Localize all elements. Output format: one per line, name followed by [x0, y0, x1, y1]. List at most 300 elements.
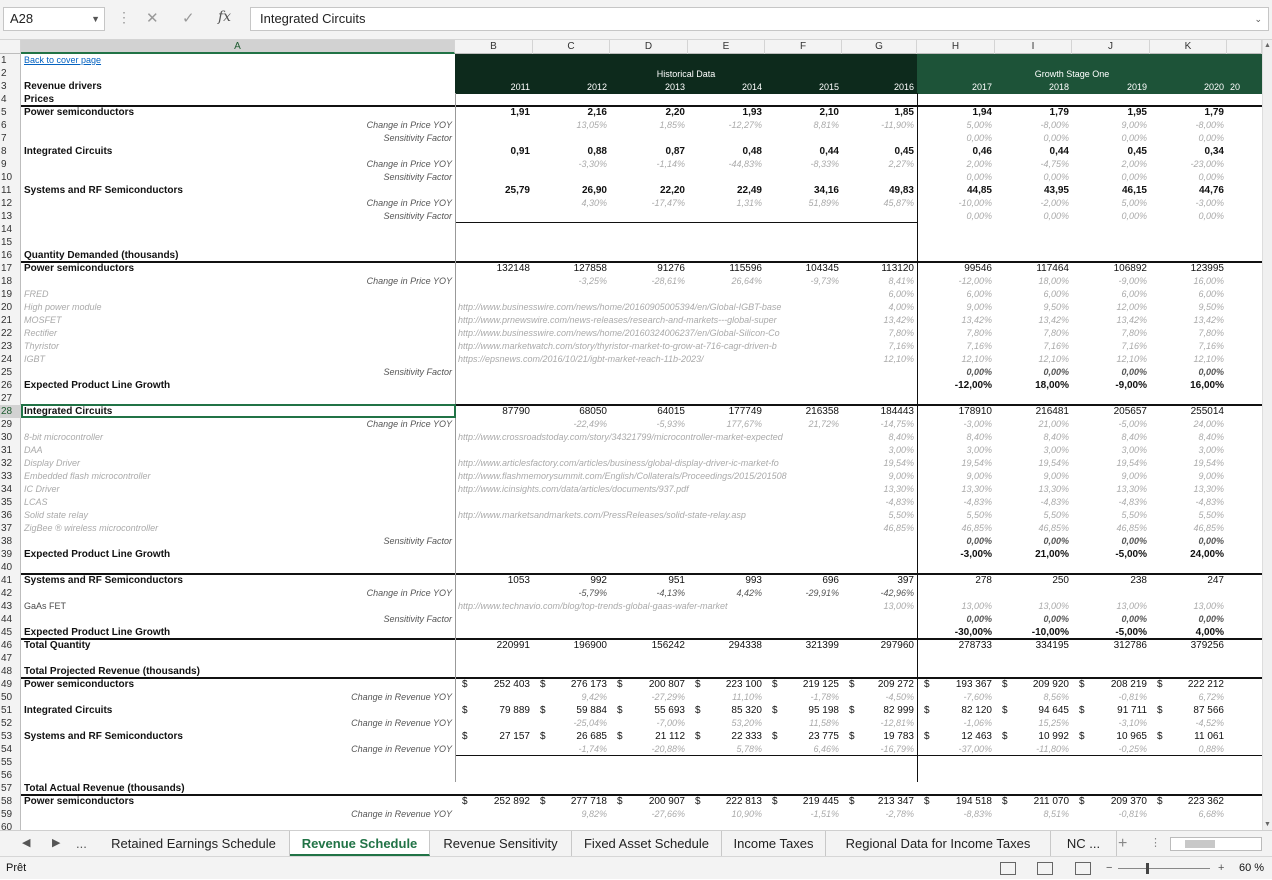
cell-value: 127858 [573, 263, 607, 274]
currency-symbol: $ [695, 705, 701, 716]
tab-prev-icon[interactable]: ◀ [22, 837, 31, 849]
cell-value: -3,10% [1118, 718, 1147, 728]
row-header-11[interactable]: 11 [1, 185, 12, 196]
row-header-38[interactable]: 38 [1, 536, 13, 547]
cell-value: 10 992 [1038, 731, 1069, 742]
row-header-36[interactable]: 36 [1, 510, 13, 521]
cell-value: 0,00% [1121, 536, 1147, 546]
cell-value: -5,00% [1115, 549, 1147, 560]
row-header-17[interactable]: 17 [1, 263, 13, 274]
cell-value: 19 783 [883, 731, 914, 742]
cell-value: 4,42% [736, 588, 762, 598]
row-header-34[interactable]: 34 [1, 484, 13, 495]
chevron-down-icon[interactable]: ▼ [91, 14, 100, 24]
cell-value: 3,00% [966, 445, 992, 455]
row-label: Sensitivity Factor [383, 172, 452, 182]
cell-value: 13,42% [1038, 315, 1069, 325]
column-header-h[interactable]: H [917, 40, 995, 54]
column-header-b[interactable]: B [455, 40, 533, 54]
column-header-e[interactable]: E [688, 40, 765, 54]
enter-check-icon[interactable]: ✓ [182, 10, 195, 27]
cell-value: 1,91 [510, 107, 530, 118]
cell-value: 312786 [1113, 640, 1147, 651]
cell-value: 11 061 [1194, 731, 1224, 742]
cell-value: 46,85% [1193, 523, 1224, 533]
row-header-10[interactable]: 10 [1, 172, 13, 183]
cell-value: -3,30% [578, 159, 607, 169]
row-header-56[interactable]: 56 [1, 770, 13, 781]
column-header-next[interactable] [1227, 40, 1262, 54]
zoom-slider[interactable] [1118, 868, 1210, 869]
row-header-29[interactable]: 29 [1, 419, 13, 430]
cell-value: 238 [1130, 575, 1147, 586]
row-header-54[interactable]: 54 [1, 744, 13, 755]
row-header-50[interactable]: 50 [1, 692, 13, 703]
row-header-25[interactable]: 25 [1, 367, 13, 378]
sheet-tab[interactable]: Revenue Schedule [290, 831, 430, 856]
cell-value: http://www.flashmemorysummit.com/English/Collaterals/Proceedings/2015/201508 [458, 471, 787, 481]
zoom-slider-thumb[interactable] [1146, 863, 1149, 874]
insert-function-icon[interactable]: fx [218, 9, 232, 25]
cell-value: 104345 [805, 263, 839, 274]
row-header-53[interactable]: 53 [1, 731, 13, 742]
cell-value: 194 518 [955, 796, 992, 807]
row-header-5[interactable]: 5 [1, 107, 7, 118]
currency-symbol: $ [540, 796, 546, 807]
cell-value: 0,00% [1198, 133, 1224, 143]
cell-value: -7,00% [656, 718, 685, 728]
column-headers [0, 40, 1262, 54]
cell-value: 1,94 [972, 107, 992, 118]
row-header-26[interactable]: 26 [1, 380, 13, 391]
zoom-level[interactable]: 60 % [1239, 862, 1265, 874]
cell-value: 16,00% [1190, 380, 1224, 391]
row-label: Revenue drivers [24, 81, 102, 92]
cell-value: 0,00% [1043, 614, 1069, 624]
cell-value: 91276 [657, 263, 685, 274]
row-header-31[interactable]: 31 [1, 445, 13, 456]
cell-value: 91 711 [1117, 705, 1147, 716]
currency-symbol: $ [849, 796, 855, 807]
row-header-46[interactable]: 46 [1, 640, 13, 651]
cell-value: -4,83% [885, 497, 914, 507]
row-label: Change in Price YOY [366, 588, 452, 598]
horizontal-scrollbar[interactable] [1170, 837, 1262, 851]
cell-value: -4,13% [656, 588, 685, 598]
row-label: Change in Price YOY [366, 159, 452, 169]
cell-value: 1,85% [659, 120, 685, 130]
cell-value: -16,79% [880, 744, 914, 754]
cell-value: 9,00% [966, 471, 992, 481]
currency-symbol: $ [1079, 796, 1085, 807]
row-header-41[interactable]: 41 [1, 575, 13, 586]
cell-value: 7,80% [1043, 328, 1069, 338]
cell-value: 49,83 [888, 185, 914, 196]
cell-value: 13,42% [883, 315, 914, 325]
cell-value: 7,80% [1121, 328, 1147, 338]
row-header-21[interactable]: 21 [1, 315, 13, 326]
row-label: LCAS [24, 497, 48, 507]
row-header-30[interactable]: 30 [1, 432, 13, 443]
cell-value: 53,20% [731, 718, 762, 728]
cell-value: 11,58% [809, 718, 839, 728]
cell-value: -44,83% [728, 159, 762, 169]
scroll-down-icon[interactable]: ▼ [1264, 821, 1271, 828]
cell-value: 9,50% [1198, 302, 1224, 312]
cell-value: 7,80% [888, 328, 914, 338]
zoom-out-icon[interactable]: − [1106, 862, 1113, 874]
row-header-8[interactable]: 8 [1, 146, 7, 157]
cell-value: 184443 [880, 406, 914, 417]
cell-value: 123995 [1190, 263, 1224, 274]
cell-value: 87790 [502, 406, 530, 417]
column-header-j[interactable]: J [1072, 40, 1150, 54]
cell-value: -25,04% [573, 718, 607, 728]
cell-value: 46,85% [1116, 523, 1147, 533]
cell-value: 252 892 [493, 796, 530, 807]
currency-symbol: $ [462, 705, 468, 716]
row-header-59[interactable]: 59 [1, 809, 13, 820]
cell-value: http://www.articlesfactory.com/articles/business/global-display-driver-ic-market-fo [458, 458, 779, 468]
row-header-19[interactable]: 19 [1, 289, 13, 300]
row-label: Integrated Circuits [24, 146, 113, 157]
cell-value: http://www.businesswire.com/news/home/20160324006237/en/Global-Silicon-Co [458, 328, 780, 338]
column-header-i[interactable]: I [995, 40, 1072, 54]
sheet-tab[interactable]: Regional Data for Income Taxes [826, 831, 1051, 856]
cell-value: 12,00% [1116, 302, 1147, 312]
cell-value: 4,30% [581, 198, 607, 208]
cell-value: 26,64% [731, 276, 762, 286]
scroll-thumb[interactable] [1185, 840, 1215, 848]
cell-value: 8,40% [1198, 432, 1224, 442]
row-header-14[interactable]: 14 [1, 224, 13, 235]
formula-value: Integrated Circuits [260, 11, 366, 26]
cell-value: 278 [975, 575, 992, 586]
row-header-49[interactable]: 49 [1, 679, 13, 690]
cell-value: 2,16 [587, 107, 607, 118]
cell-value: -30,00% [954, 627, 992, 638]
cell-value: -10,00% [1031, 627, 1069, 638]
cell-value: 0,44 [819, 146, 839, 157]
cell-value: 19,54% [961, 458, 992, 468]
cell-value: 219 125 [802, 679, 839, 690]
row-header-24[interactable]: 24 [1, 354, 13, 365]
year-header: 2016 [893, 82, 914, 92]
cell-value: 0,00% [1121, 367, 1147, 377]
year-header: 2018 [1048, 82, 1069, 92]
row-label: Display Driver [24, 458, 81, 468]
row-header-44[interactable]: 44 [1, 614, 13, 625]
currency-symbol: $ [695, 796, 701, 807]
more-options-icon[interactable]: ⋮ [1150, 837, 1161, 849]
row-header-58[interactable]: 58 [1, 796, 13, 807]
status-ready: Prêt [6, 862, 27, 874]
cell-value: 6,46% [813, 744, 839, 754]
cell-value: 18,00% [1035, 380, 1069, 391]
cell-value: -12,00% [954, 380, 992, 391]
row-header-39[interactable]: 39 [1, 549, 13, 560]
cell-value: 278733 [958, 640, 992, 651]
cell-value: 0,00% [1198, 367, 1224, 377]
cell-value: -4,83% [1040, 497, 1069, 507]
cell-value: -2,00% [1040, 198, 1069, 208]
sheet-tab[interactable]: Retained Earnings Schedule [98, 831, 290, 856]
currency-symbol: $ [1002, 679, 1008, 690]
cell-value: 8,51% [1043, 809, 1069, 819]
row-header-47[interactable]: 47 [1, 653, 13, 664]
cell-value: 0,00% [966, 367, 992, 377]
column-header-c[interactable]: C [533, 40, 610, 54]
row-header-23[interactable]: 23 [1, 341, 13, 352]
cell-value: 24,00% [1190, 549, 1224, 560]
row-label: Sensitivity Factor [383, 614, 452, 624]
cell-value: 12,10% [883, 354, 914, 364]
cell-value: 4,00% [888, 302, 914, 312]
row-header-20[interactable]: 20 [1, 302, 13, 313]
cell-value: 7,16% [1198, 341, 1224, 351]
row-label: Prices [24, 94, 55, 105]
row-header-6[interactable]: 6 [1, 120, 7, 131]
row-header-1[interactable]: 1 [1, 55, 7, 66]
row-header-40[interactable]: 40 [1, 562, 13, 573]
year-header: 2012 [586, 82, 607, 92]
cell-value: 8,40% [888, 432, 914, 442]
tab-next-icon[interactable]: ▶ [52, 837, 61, 849]
cell-value: 55 693 [654, 705, 685, 716]
cell-value: 19,54% [1038, 458, 1069, 468]
row-header-7[interactable]: 7 [1, 133, 7, 144]
currency-symbol: $ [617, 731, 623, 742]
formula-bar [0, 0, 1272, 40]
cell-value: 0,45 [894, 146, 914, 157]
currency-symbol: $ [1157, 705, 1163, 716]
cell-value: 9,50% [1043, 302, 1069, 312]
cell-value: https://epsnews.com/2016/10/21/igbt-market-reach-11b-2023/ [458, 354, 704, 364]
back-to-cover-link[interactable]: Back to cover page [24, 55, 102, 65]
cell-value: 46,85% [1038, 523, 1069, 533]
row-label: Rectifier [24, 328, 58, 338]
cell-value: 115596 [729, 263, 762, 274]
cell-value: 1,79 [1204, 107, 1224, 118]
column-header-g[interactable]: G [842, 40, 917, 54]
cell-value: 200 807 [648, 679, 685, 690]
column-header-a[interactable]: A [21, 40, 455, 54]
row-header-2[interactable]: 2 [1, 68, 7, 79]
cell-value: -12,27% [728, 120, 762, 130]
cell-value: -5,00% [1118, 419, 1147, 429]
row-header-13[interactable]: 13 [1, 211, 13, 222]
cell-value: 9,00% [888, 471, 914, 481]
cancel-icon[interactable]: ✕ [146, 10, 159, 27]
cell-value: 6,00% [888, 289, 914, 299]
formula-input[interactable] [250, 7, 1269, 31]
zoom-in-icon[interactable]: + [1218, 862, 1225, 874]
cell-value: -2,78% [885, 809, 914, 819]
currency-symbol: $ [849, 705, 855, 716]
sheet-tab[interactable]: Income Taxes [722, 831, 826, 856]
cell-value: 5,00% [966, 120, 992, 130]
drag-handle-icon[interactable]: ⋮ [117, 9, 131, 25]
currency-symbol: $ [772, 731, 778, 742]
cell-value: 13,30% [1038, 484, 1069, 494]
row-header-57[interactable]: 57 [1, 783, 13, 794]
cell-value: -22,49% [573, 419, 607, 429]
cell-value: 205657 [1113, 406, 1147, 417]
cell-value: 44,85 [966, 185, 992, 196]
row-header-33[interactable]: 33 [1, 471, 13, 482]
row-header-51[interactable]: 51 [1, 705, 13, 716]
row-header-48[interactable]: 48 [1, 666, 13, 677]
row-header-9[interactable]: 9 [1, 159, 7, 170]
row-header-60[interactable]: 60 [1, 822, 13, 830]
row-header-43[interactable]: 43 [1, 601, 13, 612]
row-header-15[interactable]: 15 [1, 237, 13, 248]
cell-value: -28,61% [651, 276, 685, 286]
cell-value: 12,10% [1038, 354, 1069, 364]
cell-value: -23,00% [1190, 159, 1224, 169]
row-header-18[interactable]: 18 [1, 276, 13, 287]
row-header-45[interactable]: 45 [1, 627, 13, 638]
column-header-f[interactable]: F [765, 40, 842, 54]
cell-value: 0,00% [1043, 536, 1069, 546]
cell-value: 13,00% [1038, 601, 1069, 611]
row-header-42[interactable]: 42 [1, 588, 13, 599]
cell-value: 6,68% [1198, 809, 1224, 819]
cell-value: 13,42% [961, 315, 992, 325]
cell-value: -37,00% [958, 744, 992, 754]
column-header-d[interactable]: D [610, 40, 688, 54]
cell-value: 43,95 [1043, 185, 1069, 196]
cell-value: -20,88% [651, 744, 685, 754]
cell-value: 0,45 [1127, 146, 1147, 157]
page-layout-icon[interactable] [1037, 862, 1053, 875]
currency-symbol: $ [1157, 679, 1163, 690]
cell-value: 2,20 [665, 107, 685, 118]
column-header-k[interactable]: K [1150, 40, 1227, 54]
sheet-tab[interactable]: Revenue Sensitivity [430, 831, 572, 856]
cell-value: -17,47% [651, 198, 685, 208]
year-header: 2017 [971, 82, 992, 92]
cell-value: 0,46 [972, 146, 992, 157]
cell-value: 334195 [1035, 640, 1069, 651]
scroll-up-icon[interactable]: ▲ [1264, 42, 1271, 49]
name-box[interactable] [3, 7, 105, 31]
cell-value: 94 645 [1038, 705, 1069, 716]
row-header-12[interactable]: 12 [1, 198, 13, 209]
cell-value: 209 370 [1110, 796, 1147, 807]
row-label: Expected Product Line Growth [24, 627, 171, 638]
cell-value: 18,00% [1038, 276, 1069, 286]
vertical-scrollbar[interactable] [1262, 40, 1272, 830]
cell-value: -8,83% [963, 809, 992, 819]
cell-value: 99546 [964, 263, 992, 274]
currency-symbol: $ [1079, 731, 1085, 742]
cell-value: -10,00% [958, 198, 992, 208]
cell-value: 5,50% [1198, 510, 1224, 520]
cell-value: 13,30% [1116, 484, 1147, 494]
cell-value: 19,54% [883, 458, 914, 468]
currency-symbol: $ [924, 679, 930, 690]
cell-value: 177749 [728, 406, 762, 417]
cell-value: -4,83% [963, 497, 992, 507]
row-label: Total Quantity [24, 640, 91, 651]
expand-formula-icon[interactable]: ⌄ [1254, 14, 1262, 24]
normal-view-icon[interactable] [1000, 862, 1016, 875]
cell-value: 5,00% [1121, 198, 1147, 208]
page-break-view-icon[interactable] [1075, 862, 1091, 875]
row-header-32[interactable]: 32 [1, 458, 13, 469]
cell-value: 3,00% [1043, 445, 1069, 455]
cell-value: 213 347 [877, 796, 914, 807]
cell-value: -5,00% [1115, 627, 1147, 638]
year-header: 2011 [510, 82, 530, 92]
year-header: 2014 [741, 82, 762, 92]
cell-value: 0,00% [966, 133, 992, 143]
cell-value: 223 100 [725, 679, 762, 690]
currency-symbol: $ [462, 731, 468, 742]
cell-value: 0,00% [966, 536, 992, 546]
cell-value: -12,00% [958, 276, 992, 286]
row-header-28[interactable]: 28 [0, 405, 21, 418]
sheet-tab[interactable]: Fixed Asset Schedule [572, 831, 722, 856]
row-label: Systems and RF Semiconductors [24, 731, 183, 742]
year-header: 2019 [1126, 82, 1147, 92]
cell-value: 45,87% [883, 198, 914, 208]
cell-value: 106892 [1113, 263, 1147, 274]
sheet-tab[interactable]: NC ... [1051, 831, 1117, 856]
cell-value: 277 718 [570, 796, 607, 807]
select-all-corner[interactable] [0, 40, 21, 54]
cell-value: 22,49 [736, 185, 762, 196]
row-header-55[interactable]: 55 [1, 757, 13, 768]
cell-value: 13,42% [1193, 315, 1224, 325]
cell-value: 59 884 [576, 705, 607, 716]
cell-value: 132148 [496, 263, 530, 274]
year-header: 2013 [664, 82, 685, 92]
cell-value: -9,00% [1118, 276, 1147, 286]
cell-value: -8,00% [1040, 120, 1069, 130]
cell-value: 8,40% [1121, 432, 1147, 442]
worksheet-grid[interactable] [0, 40, 1262, 830]
row-header-35[interactable]: 35 [1, 497, 13, 508]
row-label: FRED [24, 289, 49, 299]
row-header-22[interactable]: 22 [1, 328, 13, 339]
cell-value: 211 070 [1033, 796, 1069, 807]
cell-value: 64015 [657, 406, 685, 417]
cell-value: 82 999 [883, 705, 914, 716]
cell-value: -4,75% [1040, 159, 1069, 169]
cell-value: 79 889 [499, 705, 530, 716]
row-label: Change in Revenue YOY [351, 692, 452, 702]
add-sheet-icon[interactable]: + [1118, 835, 1128, 852]
row-header-3[interactable]: 3 [1, 81, 7, 92]
cell-value: -42,96% [880, 588, 914, 598]
cell-value: -8,00% [1195, 120, 1224, 130]
currency-symbol: $ [462, 796, 468, 807]
cell-value: 252 403 [493, 679, 530, 690]
row-header-16[interactable]: 16 [1, 250, 13, 261]
cell-value: 9,00% [1043, 471, 1069, 481]
row-header-4[interactable]: 4 [1, 94, 7, 105]
cell-value: 8,40% [1043, 432, 1069, 442]
cell-value: 222 212 [1187, 679, 1224, 690]
tab-more-icon[interactable]: ... [76, 836, 87, 851]
row-header-37[interactable]: 37 [1, 523, 13, 534]
row-header-52[interactable]: 52 [1, 718, 13, 729]
cell-value: 9,00% [1121, 120, 1147, 130]
cell-value: 0,00% [1121, 211, 1147, 221]
row-header-27[interactable]: 27 [1, 393, 13, 404]
